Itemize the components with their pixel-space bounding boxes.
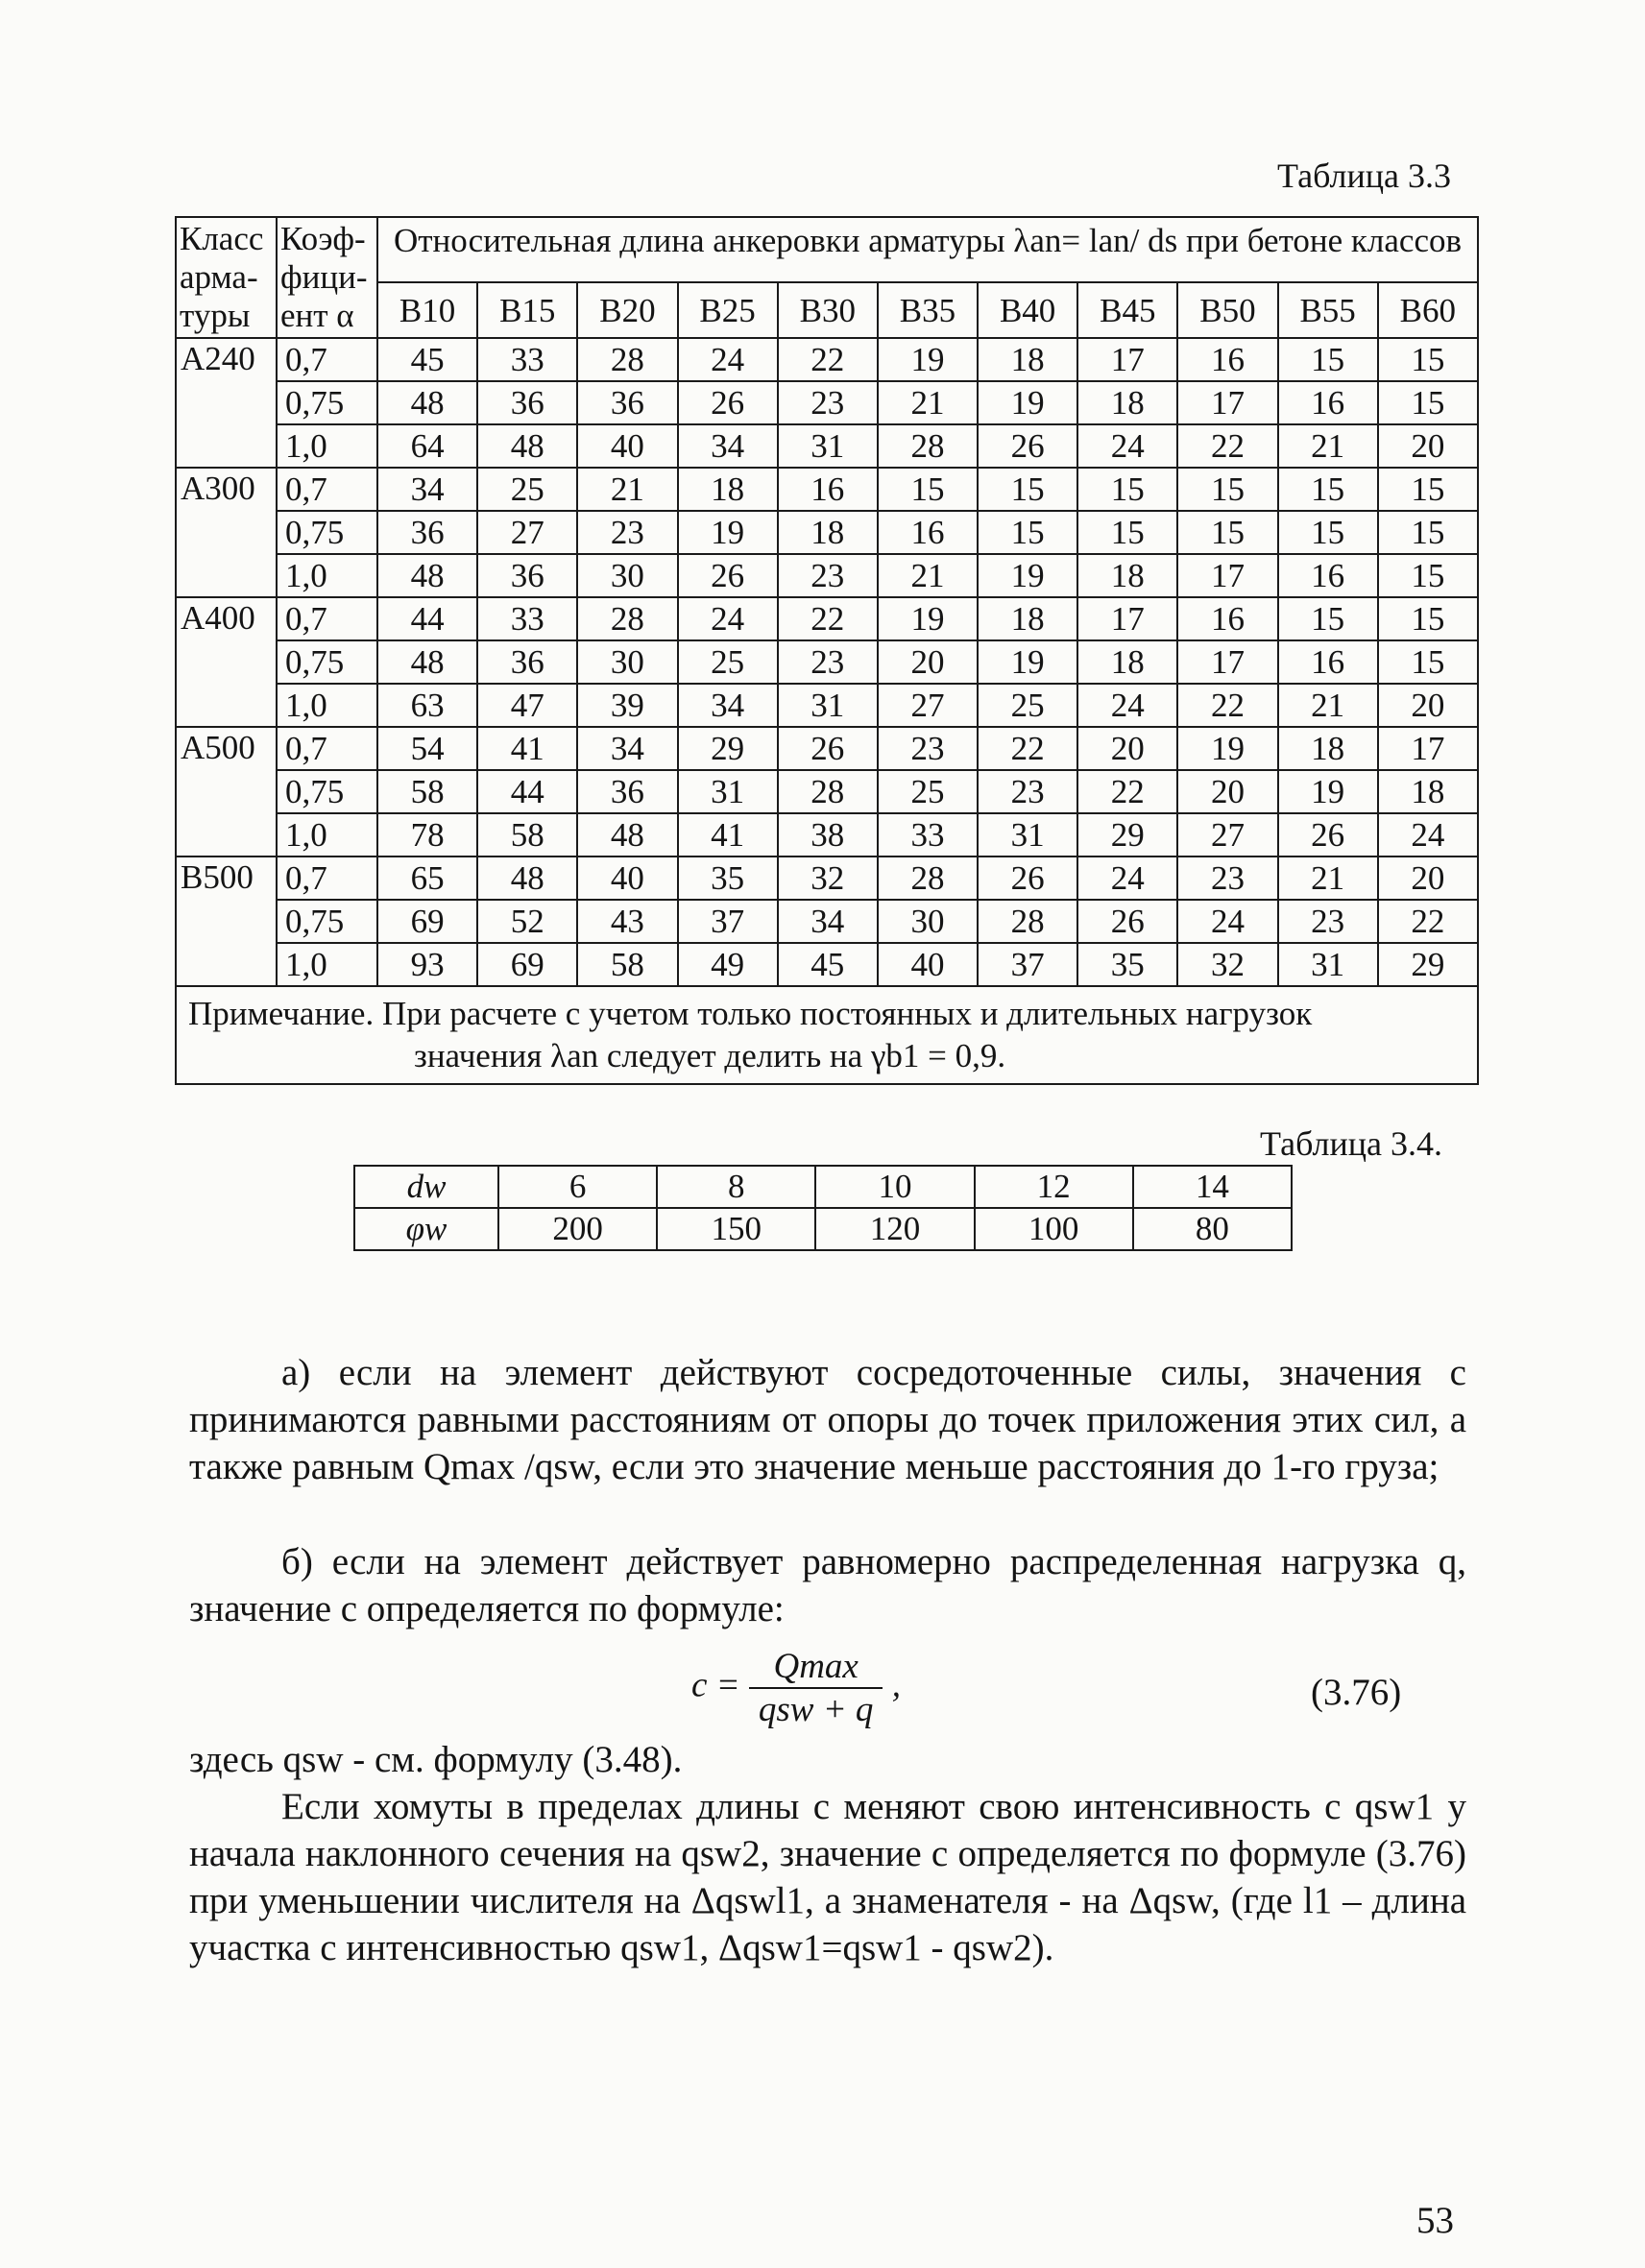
value-cell: 15 (1077, 511, 1177, 554)
value-cell: 15 (1077, 468, 1177, 511)
equation-number: (3.76) (1311, 1672, 1402, 1713)
value-cell: 19 (978, 554, 1077, 597)
value-cell: 200 (498, 1208, 657, 1250)
coefficient-cell: 0,7 (277, 727, 377, 770)
value-cell: 33 (477, 338, 577, 381)
value-cell: 34 (678, 684, 778, 727)
rebar-class-cell: A500 (176, 727, 277, 857)
value-cell: 22 (1378, 900, 1478, 943)
value-cell: 15 (1378, 338, 1478, 381)
value-cell: 34 (577, 727, 677, 770)
row-label-phiw: φw (354, 1208, 498, 1250)
value-cell: 34 (678, 424, 778, 468)
value-cell: 36 (577, 770, 677, 813)
value-cell: 48 (377, 554, 477, 597)
value-cell: 45 (377, 338, 477, 381)
value-cell: 25 (678, 640, 778, 684)
value-cell: 31 (678, 770, 778, 813)
value-cell: 28 (577, 338, 677, 381)
value-cell: 54 (377, 727, 477, 770)
value-cell: 18 (678, 468, 778, 511)
value-cell: 18 (778, 511, 878, 554)
paragraph-b: б) если на элемент действует равномерно распределенная нагрузка q, значение c определяется по формуле: (189, 1541, 1466, 1629)
value-cell: 24 (1177, 900, 1277, 943)
value-cell: 48 (477, 857, 577, 900)
concrete-class-header: B25 (678, 282, 778, 338)
paragraph-a: а) если на элемент действуют сосредоточенные силы, значения c принимаются равными расстояниям от опоры до точек приложения этих сил, а также равным Qmax /qsw, если это значение меньше расстояния до 1-го груза; (189, 1352, 1466, 1487)
value-cell: 19 (678, 511, 778, 554)
table-row (176, 770, 1478, 813)
coefficient-cell: 0,75 (277, 511, 377, 554)
value-cell: 63 (377, 684, 477, 727)
value-cell: 48 (477, 424, 577, 468)
value-cell: 8 (657, 1166, 815, 1208)
value-cell: 24 (1077, 857, 1177, 900)
table-row (176, 813, 1478, 857)
value-cell: 36 (477, 554, 577, 597)
value-cell: 31 (978, 813, 1077, 857)
coefficient-cell: 1,0 (277, 554, 377, 597)
value-cell: 41 (477, 727, 577, 770)
anchorage-length-table (175, 216, 1479, 1085)
spacing-table (353, 1165, 1293, 1251)
value-cell: 12 (975, 1166, 1133, 1208)
value-cell: 23 (878, 727, 978, 770)
value-cell: 21 (577, 468, 677, 511)
value-cell: 100 (975, 1208, 1133, 1250)
concrete-class-header: B40 (978, 282, 1077, 338)
value-cell: 47 (477, 684, 577, 727)
value-cell: 15 (1378, 381, 1478, 424)
value-cell: 27 (477, 511, 577, 554)
value-cell: 30 (878, 900, 978, 943)
value-cell: 15 (1278, 597, 1378, 640)
value-cell: 15 (1278, 338, 1378, 381)
concrete-class-header: B10 (377, 282, 477, 338)
table-row (176, 554, 1478, 597)
coefficient-cell: 1,0 (277, 424, 377, 468)
concrete-class-header: B20 (577, 282, 677, 338)
value-cell: 40 (577, 424, 677, 468)
value-cell: 22 (778, 338, 878, 381)
table-row (176, 338, 1478, 381)
value-cell: 20 (1378, 684, 1478, 727)
concrete-class-header: B45 (1077, 282, 1177, 338)
value-cell: 26 (1077, 900, 1177, 943)
coefficient-cell: 1,0 (277, 684, 377, 727)
formula-lhs: c = (691, 1665, 740, 1705)
value-cell: 48 (577, 813, 677, 857)
coefficient-cell: 0,7 (277, 597, 377, 640)
value-cell: 44 (477, 770, 577, 813)
table-row (176, 943, 1478, 986)
value-cell: 23 (778, 640, 878, 684)
paragraph-here: здесь qsw - см. формулу (3.48). (189, 1739, 683, 1780)
value-cell: 33 (477, 597, 577, 640)
value-cell: 39 (577, 684, 677, 727)
table-note: Примечание. При расчете с учетом только постоянных и длительных нагрузок значения λan следует делить на γb1 = 0,9. (176, 986, 1478, 1084)
coefficient-cell: 0,7 (277, 857, 377, 900)
paragraph-last: Если хомуты в пределах длины c меняют свою интенсивность с qsw1 у начала наклонного сечения на qsw2, значение c определяется по формуле (3.76) при уменьшении числителя на Δqswl1, а знаменателя - на Δqsw, (где l1 – длина участка с интенсивностью qsw1, Δqsw1=qsw1 - qsw2). (189, 1786, 1466, 1968)
value-cell: 24 (678, 597, 778, 640)
value-cell: 28 (577, 597, 677, 640)
value-cell: 16 (1177, 597, 1277, 640)
value-cell: 15 (1378, 468, 1478, 511)
value-cell: 64 (377, 424, 477, 468)
value-cell: 15 (978, 468, 1077, 511)
value-cell: 26 (778, 727, 878, 770)
value-cell: 25 (878, 770, 978, 813)
value-cell: 21 (1278, 684, 1378, 727)
value-cell: 19 (878, 338, 978, 381)
value-cell: 35 (1077, 943, 1177, 986)
value-cell: 31 (778, 424, 878, 468)
value-cell: 27 (878, 684, 978, 727)
table-row-phiw (354, 1208, 1292, 1250)
value-cell: 23 (778, 554, 878, 597)
value-cell: 58 (477, 813, 577, 857)
value-cell: 43 (577, 900, 677, 943)
concrete-class-header: B35 (878, 282, 978, 338)
value-cell: 15 (1378, 640, 1478, 684)
value-cell: 30 (577, 554, 677, 597)
value-cell: 17 (1378, 727, 1478, 770)
value-cell: 18 (1278, 727, 1378, 770)
concrete-class-header: B60 (1378, 282, 1478, 338)
value-cell: 16 (1278, 554, 1378, 597)
value-cell: 25 (978, 684, 1077, 727)
value-cell: 19 (878, 597, 978, 640)
value-cell: 15 (1177, 511, 1277, 554)
value-cell: 20 (878, 640, 978, 684)
value-cell: 36 (477, 640, 577, 684)
rebar-class-cell: A240 (176, 338, 277, 468)
value-cell: 34 (377, 468, 477, 511)
page-number: 53 (1416, 2200, 1454, 2241)
value-cell: 18 (1077, 640, 1177, 684)
value-cell: 32 (778, 857, 878, 900)
coefficient-cell: 1,0 (277, 813, 377, 857)
coefficient-cell: 0,75 (277, 770, 377, 813)
header-rebar-class: Класс арма- туры (176, 217, 277, 338)
value-cell: 58 (377, 770, 477, 813)
formula-numerator: Qmax (749, 1646, 883, 1689)
rebar-class-cell: B500 (176, 857, 277, 986)
value-cell: 6 (498, 1166, 657, 1208)
value-cell: 19 (1278, 770, 1378, 813)
formula-denominator: qsw + q (758, 1690, 874, 1729)
value-cell: 21 (878, 381, 978, 424)
value-cell: 26 (978, 857, 1077, 900)
value-cell: 17 (1177, 640, 1277, 684)
concrete-class-header: B50 (1177, 282, 1277, 338)
value-cell: 17 (1177, 381, 1277, 424)
value-cell: 48 (377, 640, 477, 684)
value-cell: 49 (678, 943, 778, 986)
value-cell: 25 (477, 468, 577, 511)
value-cell: 20 (1177, 770, 1277, 813)
value-cell: 15 (978, 511, 1077, 554)
value-cell: 78 (377, 813, 477, 857)
value-cell: 28 (778, 770, 878, 813)
value-cell: 40 (577, 857, 677, 900)
value-cell: 45 (778, 943, 878, 986)
value-cell: 15 (1278, 511, 1378, 554)
value-cell: 40 (878, 943, 978, 986)
value-cell: 44 (377, 597, 477, 640)
value-cell: 24 (678, 338, 778, 381)
value-cell: 26 (678, 554, 778, 597)
value-cell: 21 (1278, 424, 1378, 468)
value-cell: 28 (978, 900, 1077, 943)
value-cell: 16 (1278, 381, 1378, 424)
value-cell: 20 (1378, 857, 1478, 900)
value-cell: 20 (1378, 424, 1478, 468)
value-cell: 48 (377, 381, 477, 424)
value-cell: 26 (978, 424, 1077, 468)
value-cell: 31 (778, 684, 878, 727)
table-3-3-caption: Таблица 3.3 (1277, 157, 1451, 195)
value-cell: 19 (978, 640, 1077, 684)
coefficient-cell: 0,75 (277, 381, 377, 424)
formula-3-76 (691, 1646, 901, 1730)
table-row (176, 381, 1478, 424)
value-cell: 37 (978, 943, 1077, 986)
value-cell: 69 (377, 900, 477, 943)
value-cell: 15 (1177, 468, 1277, 511)
table-row (176, 857, 1478, 900)
table-row (176, 900, 1478, 943)
value-cell: 30 (577, 640, 677, 684)
value-cell: 38 (778, 813, 878, 857)
table-row (176, 468, 1478, 511)
value-cell: 22 (978, 727, 1077, 770)
value-cell: 80 (1133, 1208, 1292, 1250)
value-cell: 23 (978, 770, 1077, 813)
value-cell: 41 (678, 813, 778, 857)
value-cell: 28 (878, 857, 978, 900)
coefficient-cell: 0,75 (277, 900, 377, 943)
value-cell: 36 (477, 381, 577, 424)
table-row (176, 424, 1478, 468)
value-cell: 18 (1378, 770, 1478, 813)
value-cell: 19 (978, 381, 1077, 424)
value-cell: 20 (1077, 727, 1177, 770)
concrete-class-header: B30 (778, 282, 878, 338)
value-cell: 36 (377, 511, 477, 554)
value-cell: 35 (678, 857, 778, 900)
value-cell: 26 (678, 381, 778, 424)
formula-fraction (749, 1646, 883, 1730)
table-row (176, 640, 1478, 684)
value-cell: 15 (1378, 554, 1478, 597)
value-cell: 23 (778, 381, 878, 424)
value-cell: 18 (978, 597, 1077, 640)
value-cell: 29 (678, 727, 778, 770)
coefficient-cell: 1,0 (277, 943, 377, 986)
value-cell: 10 (815, 1166, 974, 1208)
value-cell: 22 (1177, 684, 1277, 727)
value-cell: 16 (878, 511, 978, 554)
value-cell: 23 (1177, 857, 1277, 900)
value-cell: 18 (1077, 554, 1177, 597)
value-cell: 15 (1378, 511, 1478, 554)
value-cell: 21 (878, 554, 978, 597)
value-cell: 24 (1077, 424, 1177, 468)
table-row (176, 597, 1478, 640)
value-cell: 19 (1177, 727, 1277, 770)
table-row (176, 684, 1478, 727)
value-cell: 22 (778, 597, 878, 640)
header-coefficient: Коэф- фици- ент α (277, 217, 377, 338)
value-cell: 27 (1177, 813, 1277, 857)
value-cell: 52 (477, 900, 577, 943)
value-cell: 14 (1133, 1166, 1292, 1208)
value-cell: 24 (1077, 684, 1177, 727)
header-relative-anchorage-length: Относительная длина анкеровки арматуры λan= lan/ ds при бетоне классов (377, 217, 1478, 282)
value-cell: 37 (678, 900, 778, 943)
value-cell: 58 (577, 943, 677, 986)
value-cell: 93 (377, 943, 477, 986)
value-cell: 18 (1077, 381, 1177, 424)
coefficient-cell: 0,7 (277, 468, 377, 511)
value-cell: 16 (1177, 338, 1277, 381)
value-cell: 18 (978, 338, 1077, 381)
formula-comma: , (891, 1665, 901, 1705)
value-cell: 15 (1378, 597, 1478, 640)
value-cell: 36 (577, 381, 677, 424)
value-cell: 21 (1278, 857, 1378, 900)
value-cell: 17 (1077, 338, 1177, 381)
value-cell: 16 (1278, 640, 1378, 684)
rebar-class-cell: A400 (176, 597, 277, 727)
value-cell: 17 (1077, 597, 1177, 640)
value-cell: 16 (778, 468, 878, 511)
concrete-class-header: B55 (1278, 282, 1378, 338)
value-cell: 69 (477, 943, 577, 986)
table-row (176, 727, 1478, 770)
value-cell: 29 (1378, 943, 1478, 986)
value-cell: 120 (815, 1208, 974, 1250)
value-cell: 23 (1278, 900, 1378, 943)
value-cell: 24 (1378, 813, 1478, 857)
coefficient-cell: 0,75 (277, 640, 377, 684)
value-cell: 32 (1177, 943, 1277, 986)
value-cell: 23 (577, 511, 677, 554)
value-cell: 28 (878, 424, 978, 468)
value-cell: 15 (878, 468, 978, 511)
value-cell: 15 (1278, 468, 1378, 511)
concrete-class-header: B15 (477, 282, 577, 338)
value-cell: 33 (878, 813, 978, 857)
value-cell: 150 (657, 1208, 815, 1250)
coefficient-cell: 0,7 (277, 338, 377, 381)
value-cell: 22 (1177, 424, 1277, 468)
value-cell: 34 (778, 900, 878, 943)
table-row (176, 511, 1478, 554)
value-cell: 29 (1077, 813, 1177, 857)
value-cell: 26 (1278, 813, 1378, 857)
table-row-dw (354, 1166, 1292, 1208)
value-cell: 31 (1278, 943, 1378, 986)
value-cell: 22 (1077, 770, 1177, 813)
value-cell: 17 (1177, 554, 1277, 597)
rebar-class-cell: A300 (176, 468, 277, 597)
row-label-dw: dw (354, 1166, 498, 1208)
value-cell: 65 (377, 857, 477, 900)
table-3-4-caption: Таблица 3.4. (1260, 1124, 1442, 1163)
